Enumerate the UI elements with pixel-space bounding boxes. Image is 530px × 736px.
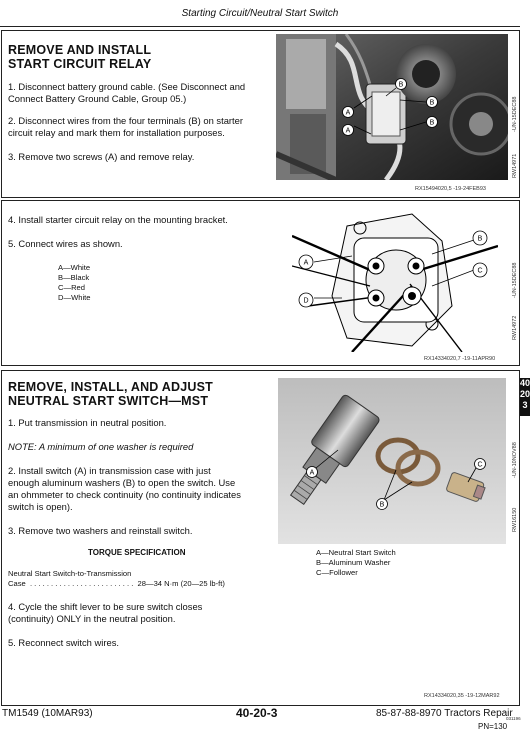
callout-label: C — [477, 267, 483, 275]
legend-item: B—Aluminum Washer — [316, 558, 391, 567]
section-heading: REMOVE, INSTALL, AND ADJUST — [8, 380, 213, 394]
step-text: 4. Cycle the shift lever to be sure switch closes — [8, 601, 203, 612]
legend-item: D—White — [58, 293, 91, 302]
section-heading: NEUTRAL START SWITCH—MST — [8, 394, 209, 408]
step-text: 3. Remove two washers and reinstall switch. — [8, 525, 193, 536]
relay-wiring-graphic — [292, 206, 498, 352]
legend-item: B—Black — [58, 273, 90, 282]
figure-id: RW14971 — [512, 153, 518, 178]
switch-photo-graphic — [278, 378, 506, 544]
legend-item: C—Follower — [316, 568, 358, 577]
step-text: an ohmmeter to check continuity (no continuity indicates — [8, 489, 241, 500]
figure-caption: RX15494020,5 -19-24FEB93 — [415, 186, 486, 192]
step-text: 1. Put transmission in neutral position. — [8, 417, 167, 428]
running-header: Starting Circuit/Neutral Start Switch — [181, 8, 339, 19]
step-text: 2. Install switch (A) in transmission case with just — [8, 465, 211, 476]
callout-label: B — [477, 235, 483, 243]
step-text: 5. Reconnect switch wires. — [8, 637, 119, 648]
footer-date-code: 031196 — [506, 716, 521, 721]
section-heading: START CIRCUIT RELAY — [8, 57, 152, 71]
step-text: switch is open). — [8, 501, 73, 512]
callout-label: B — [429, 99, 435, 107]
legend-item: A—White — [58, 263, 91, 272]
switch-photo — [278, 378, 506, 544]
torque-spec-label: Neutral Start Switch-to-Transmission — [8, 569, 132, 578]
callout-label: B — [398, 81, 404, 89]
callout-label: A — [303, 259, 309, 267]
step-text: 3. Remove two screws (A) and remove relay. — [8, 151, 195, 162]
callout-label: D — [303, 297, 309, 305]
callout-label: A — [345, 109, 351, 117]
step-text: 2. Disconnect wires from the four terminals (B) on starter — [8, 115, 243, 126]
figure-caption: RX14334020,7 -19-11APR90 — [424, 356, 496, 362]
step-text: (continuity) ONLY in the neutral position. — [8, 613, 176, 624]
note-text: NOTE: A minimum of one washer is required — [8, 441, 194, 452]
figure-caption: RX14334020,35 -19-12MAR92 — [424, 693, 500, 699]
torque-heading: TORQUE SPECIFICATION — [88, 548, 186, 557]
callout-label: C — [477, 461, 483, 469]
header-rule — [0, 26, 520, 27]
step-text: 4. Install starter circuit relay on the mounting bracket. — [8, 214, 228, 225]
step-text: enough aluminum washers (B) to open the switch. Use — [8, 477, 236, 488]
footer-pn: PN=130 — [478, 722, 508, 731]
figure-id: RW16150 — [512, 507, 518, 532]
step-text: circuit relay and mark them for installation purposes. — [8, 127, 225, 138]
relay-photo-graphic — [276, 34, 508, 180]
footer-title: 85-87-88-8970 Tractors Repair — [376, 708, 513, 719]
tab-group: 40 — [520, 378, 530, 388]
figure-id: -UN-10NOV88 — [512, 442, 518, 478]
figure-id: -UN-15DEC88 — [512, 262, 518, 298]
callout-label: B — [379, 501, 385, 509]
legend-item: A—Neutral Start Switch — [316, 548, 396, 557]
relay-wiring-diagram — [292, 206, 498, 352]
section-heading: REMOVE AND INSTALL — [8, 43, 152, 57]
tab-page: 3 — [522, 400, 528, 410]
callout-label: A — [309, 469, 315, 477]
step-text: 5. Connect wires as shown. — [8, 238, 123, 249]
callout-label: A — [345, 127, 351, 135]
step-text: 1. Disconnect battery ground cable. (See Disconnect and — [8, 81, 246, 92]
section-tab — [520, 378, 530, 416]
figure-id: -UN-15DEC88 — [512, 96, 518, 132]
torque-spec-value: Case . . . . . . . . . . . . . . . . . . . . . . . . . 28—34 N·m (20—25 lb-ft) — [8, 579, 225, 588]
callout-label: B — [429, 119, 435, 127]
figure-id: RW14972 — [512, 315, 518, 340]
legend-item: C—Red — [58, 283, 86, 292]
step-text: Connect Battery Ground Cable, Group 05.) — [8, 93, 187, 104]
footer-page-number: 40-20-3 — [236, 706, 278, 720]
relay-photo — [276, 34, 508, 180]
footer-manual-id: TM1549 (10MAR93) — [2, 708, 93, 719]
tab-subgroup: 20 — [520, 389, 530, 399]
